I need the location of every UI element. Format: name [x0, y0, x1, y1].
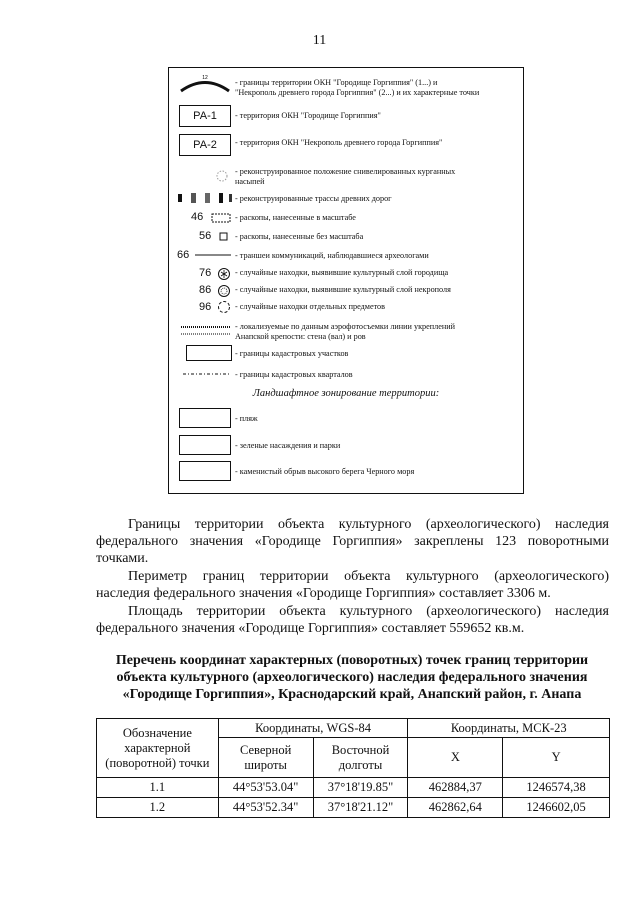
- fortress-line-symbol: [181, 324, 231, 338]
- cadastral-block-symbol: [183, 371, 231, 377]
- paragraph-area: Площадь территории объекта культурного (археологического) наследия федерального значения «Городище Горгиппия» составляет 559652 кв.м.: [96, 604, 609, 636]
- table-row: [97, 778, 610, 798]
- kurgan-symbol: [215, 169, 229, 183]
- legend-num-86: 86: [199, 284, 212, 296]
- ancient-road-symbol: [177, 192, 233, 204]
- legend-num-96: 96: [199, 301, 212, 313]
- legend-dig-noscale-text: - раскопы, нанесенные без масштаба: [235, 232, 364, 241]
- zone-beach-text: - пляж: [235, 414, 258, 423]
- map-legend: [168, 67, 524, 494]
- legend-ra2-text: - территория ОКН "Некрополь древнего города Горгиппия": [235, 138, 443, 147]
- coordinates-heading: Перечень координат характерных (поворотных) точек границ территории объекта культурного (археологического) наследия федерального значения «Городище Горгиппия», Краснодарский край, Анапский район, г. Анапа: [115, 653, 589, 702]
- trench-line-symbol: [195, 251, 231, 259]
- zone-cliff-text: - каменистый обрыв высокого берега Черного моря: [235, 467, 415, 476]
- coordinates-table: [96, 718, 610, 818]
- legend-roads-text: - реконструированные трассы древних дорог: [235, 194, 392, 203]
- cell-lat: 44°53'52.34": [218, 798, 313, 818]
- zone-green-box: [179, 435, 231, 455]
- legend-kurgans-text: - реконструированное положение снивелированных курганных насыпей: [235, 167, 456, 186]
- zone-beach-box: [179, 408, 231, 428]
- dig-noscale-symbol: [219, 232, 229, 242]
- legend-fortress-text: - локализуемые по данным аэрофотосъемки линии укреплений Анапской крепости: стена (вал) и ров: [235, 322, 456, 341]
- legend-num-76: 76: [199, 267, 212, 279]
- msk-group-header: Координаты, МСК-23: [408, 719, 610, 738]
- zone-cliff-box: [179, 461, 231, 481]
- legend-dig-scale-text: - раскопы, нанесенные в масштабе: [235, 213, 356, 222]
- cell-point: 1.1: [97, 778, 219, 798]
- paragraph-points: Границы территории объекта культурного (археологического) наследия федерального значения «Городище Горгиппия» закреплены 123 поворотными точками.: [96, 517, 609, 566]
- legend-finds-city-text: - случайные находки, выявившие культурный слой городища: [235, 268, 449, 277]
- legend-cadastral-plots-text: - границы кадастровых участков: [235, 349, 349, 358]
- legend-cadastral-blocks-text: - границы кадастровых кварталов: [235, 370, 353, 379]
- legend-okn-borders-text: - границы территории ОКН "Городище Горгиппия" (1...) и "Некрополь древнего города Горгиппия" (2...) и их характерные точки: [235, 78, 480, 97]
- legend-finds-items-text: - случайные находки отдельных предметов: [235, 302, 386, 311]
- col-y-header: Y: [503, 738, 610, 778]
- find-necropolis-symbol: [217, 284, 231, 298]
- col-x-header: X: [408, 738, 503, 778]
- find-item-symbol: [217, 300, 231, 314]
- cell-y: 1246602,05: [503, 798, 610, 818]
- dig-scale-symbol: [211, 213, 231, 223]
- ra2-box: РА-2: [179, 134, 231, 156]
- legend-num-46: 46: [191, 211, 204, 223]
- cadastral-plot-box: [186, 345, 232, 361]
- zone-green-text: - зеленые насаждения и парки: [235, 441, 341, 450]
- legend-num-66: 66: [177, 249, 190, 261]
- cell-lon: 37°18'19.85": [313, 778, 408, 798]
- col-lat-header: Северной широты: [218, 738, 313, 778]
- zoning-title: Ландшафтное зонирование территории:: [252, 388, 440, 399]
- paragraph-perimeter: Периметр границ территории объекта культурного (археологического) наследия федерального значения «Городище Горгиппия» составляет 3306 м.: [96, 569, 609, 601]
- legend-num-56: 56: [199, 230, 212, 242]
- wgs-group-header: Координаты, WGS-84: [218, 719, 408, 738]
- okn-border-symbol: [179, 74, 231, 94]
- svg-text:12: 12: [202, 75, 208, 81]
- cell-x: 462884,37: [408, 778, 503, 798]
- legend-ra1-text: - территория ОКН "Городище Горгиппия": [235, 111, 381, 120]
- page-number: 11: [312, 33, 327, 48]
- ra1-box: РА-1: [179, 105, 231, 127]
- cell-x: 462862,64: [408, 798, 503, 818]
- find-city-symbol: [217, 267, 231, 281]
- legend-trenches-text: - траншеи коммуникаций, наблюдавшиеся археологами: [235, 251, 429, 260]
- table-row: [97, 798, 610, 818]
- cell-lon: 37°18'21.12": [313, 798, 408, 818]
- cell-point: 1.2: [97, 798, 219, 818]
- cell-lat: 44°53'53.04": [218, 778, 313, 798]
- cell-y: 1246574,38: [503, 778, 610, 798]
- col-point-header: Обозначение характерной (поворотной) точки: [97, 719, 219, 778]
- legend-finds-necro-text: - случайные находки, выявившие культурный слой некрополя: [235, 285, 451, 294]
- col-lon-header: Восточной долготы: [313, 738, 408, 778]
